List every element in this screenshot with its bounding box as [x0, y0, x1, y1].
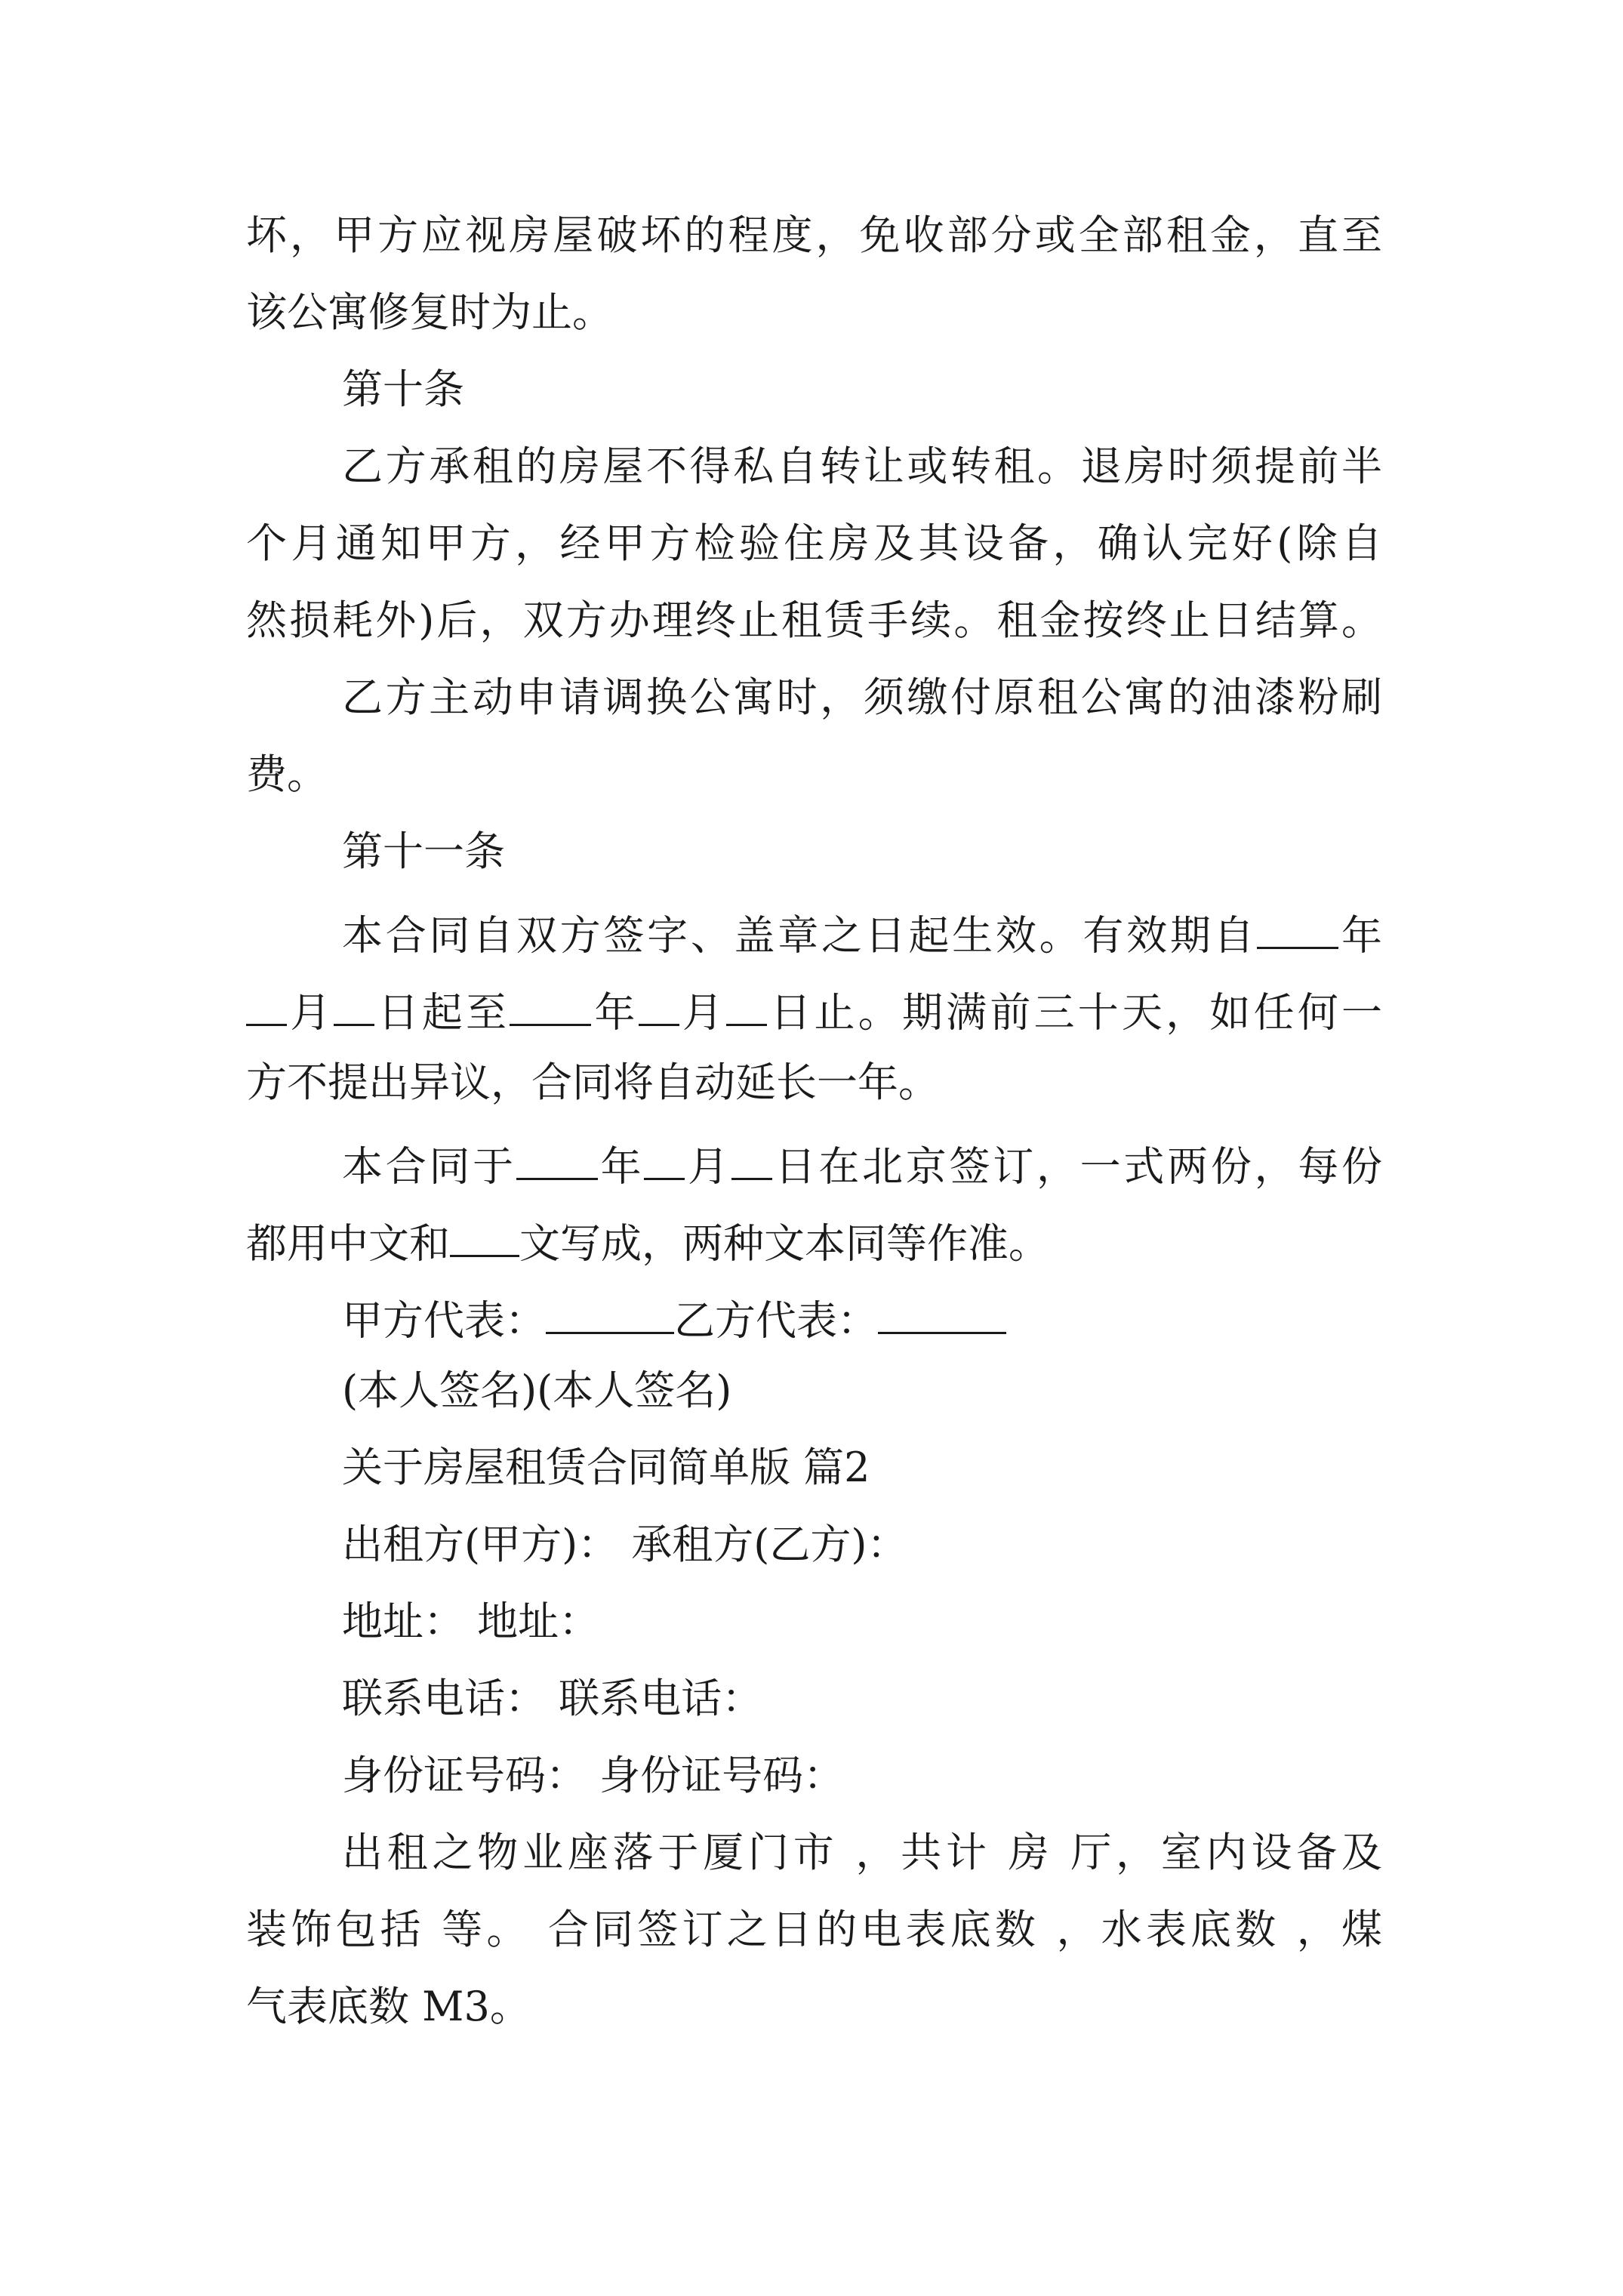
- signature-note: (本人签名)(本人签名): [342, 1367, 732, 1414]
- signature-line: [342, 1293, 1006, 1345]
- sign-day-text: 日在北京签订，一式两份，每份: [771, 1142, 1383, 1191]
- end-day-text: 日止。期满前三十天，如任何一: [767, 988, 1383, 1037]
- start-month-blank: [246, 985, 287, 1026]
- contract2-property-line3: 气表底数 M3。: [246, 1983, 531, 2030]
- end-month-label: 月: [679, 988, 727, 1037]
- contract2-id-number: 身份证号码： 身份证号码：: [342, 1752, 845, 1799]
- start-day-blank: [334, 985, 374, 1026]
- party-b-signature-blank: [878, 1293, 1006, 1334]
- contract2-parties: 出租方(甲方)： 承租方(乙方)：: [342, 1521, 908, 1568]
- start-year-blank: [1257, 908, 1338, 949]
- language-blank: [450, 1216, 519, 1257]
- end-day-blank: [726, 985, 767, 1026]
- clause11-p1-line1: [342, 908, 1383, 960]
- sign-day-blank: [731, 1139, 772, 1180]
- party-a-signature-blank: [546, 1293, 674, 1334]
- clause11-p1-line3: 方不提出异议，合同将自动延长一年。: [246, 1059, 939, 1106]
- contract2-title: 关于房屋租赁合同简单版 篇2: [342, 1444, 870, 1491]
- clause10-p1-line2: 个月通知甲方，经甲方检验住房及其设备，确认完好(除自: [246, 519, 1382, 567]
- contract2-property-line2: 装饰包括 等。 合同签订之日的电表底数 ，水表底数 ，煤: [246, 1906, 1382, 1953]
- sign-month-label: 月: [685, 1142, 731, 1191]
- end-year-blank: [510, 985, 591, 1026]
- clause10-p1-line1: 乙方承租的房屋不得私自转让或转租。退房时须提前半: [342, 442, 1382, 490]
- clause11-p2-line2: [246, 1216, 1049, 1268]
- clause11-p2-text: 本合同于: [342, 1142, 516, 1191]
- clause10-heading: 第十条: [342, 365, 464, 413]
- start-month-label: 月: [287, 988, 334, 1037]
- end-year-label: 年: [591, 988, 639, 1037]
- clause11-p1-line2: [246, 985, 1383, 1037]
- clause10-p2-line1: 乙方主动申请调换公寓时，须缴付原租公寓的油漆粉刷: [342, 673, 1382, 721]
- contract2-phone: 联系电话： 联系电话：: [342, 1675, 763, 1722]
- clause10-p1-line3: 然损耗外)后，双方办理终止租赁手续。租金按终止日结算。: [246, 596, 1382, 644]
- start-day-label: 日起至: [374, 988, 510, 1037]
- end-month-blank: [639, 985, 679, 1026]
- contract2-property-line1: 出租之物业座落于厦门市 ，共计 房 厅，室内设备及: [342, 1829, 1382, 1876]
- clause11-p2-line1: [342, 1139, 1383, 1191]
- sign-year-label: 年: [597, 1142, 645, 1191]
- party-b-rep-label: 乙方代表：: [674, 1296, 878, 1345]
- start-year-label: 年: [1338, 911, 1383, 960]
- clause9-tail-line2: 该公寓修复时为止。: [246, 288, 613, 336]
- sign-month-blank: [644, 1139, 685, 1180]
- clause10-p2-line2: 费。: [246, 750, 328, 798]
- contract2-address: 地址： 地址：: [342, 1598, 600, 1645]
- clause11-p1-text: 本合同自双方签字、盖章之日起生效。有效期自: [342, 911, 1258, 960]
- language-text-b: 文写成，两种文本同等作准。: [519, 1219, 1049, 1268]
- clause9-tail-line1: 坏，甲方应视房屋破坏的程度，免收部分或全部租金，直至: [246, 211, 1382, 259]
- party-a-rep-label: 甲方代表：: [342, 1296, 546, 1345]
- sign-year-blank: [516, 1139, 598, 1180]
- language-text-a: 都用中文和: [246, 1219, 450, 1268]
- clause11-heading: 第十一条: [342, 827, 505, 875]
